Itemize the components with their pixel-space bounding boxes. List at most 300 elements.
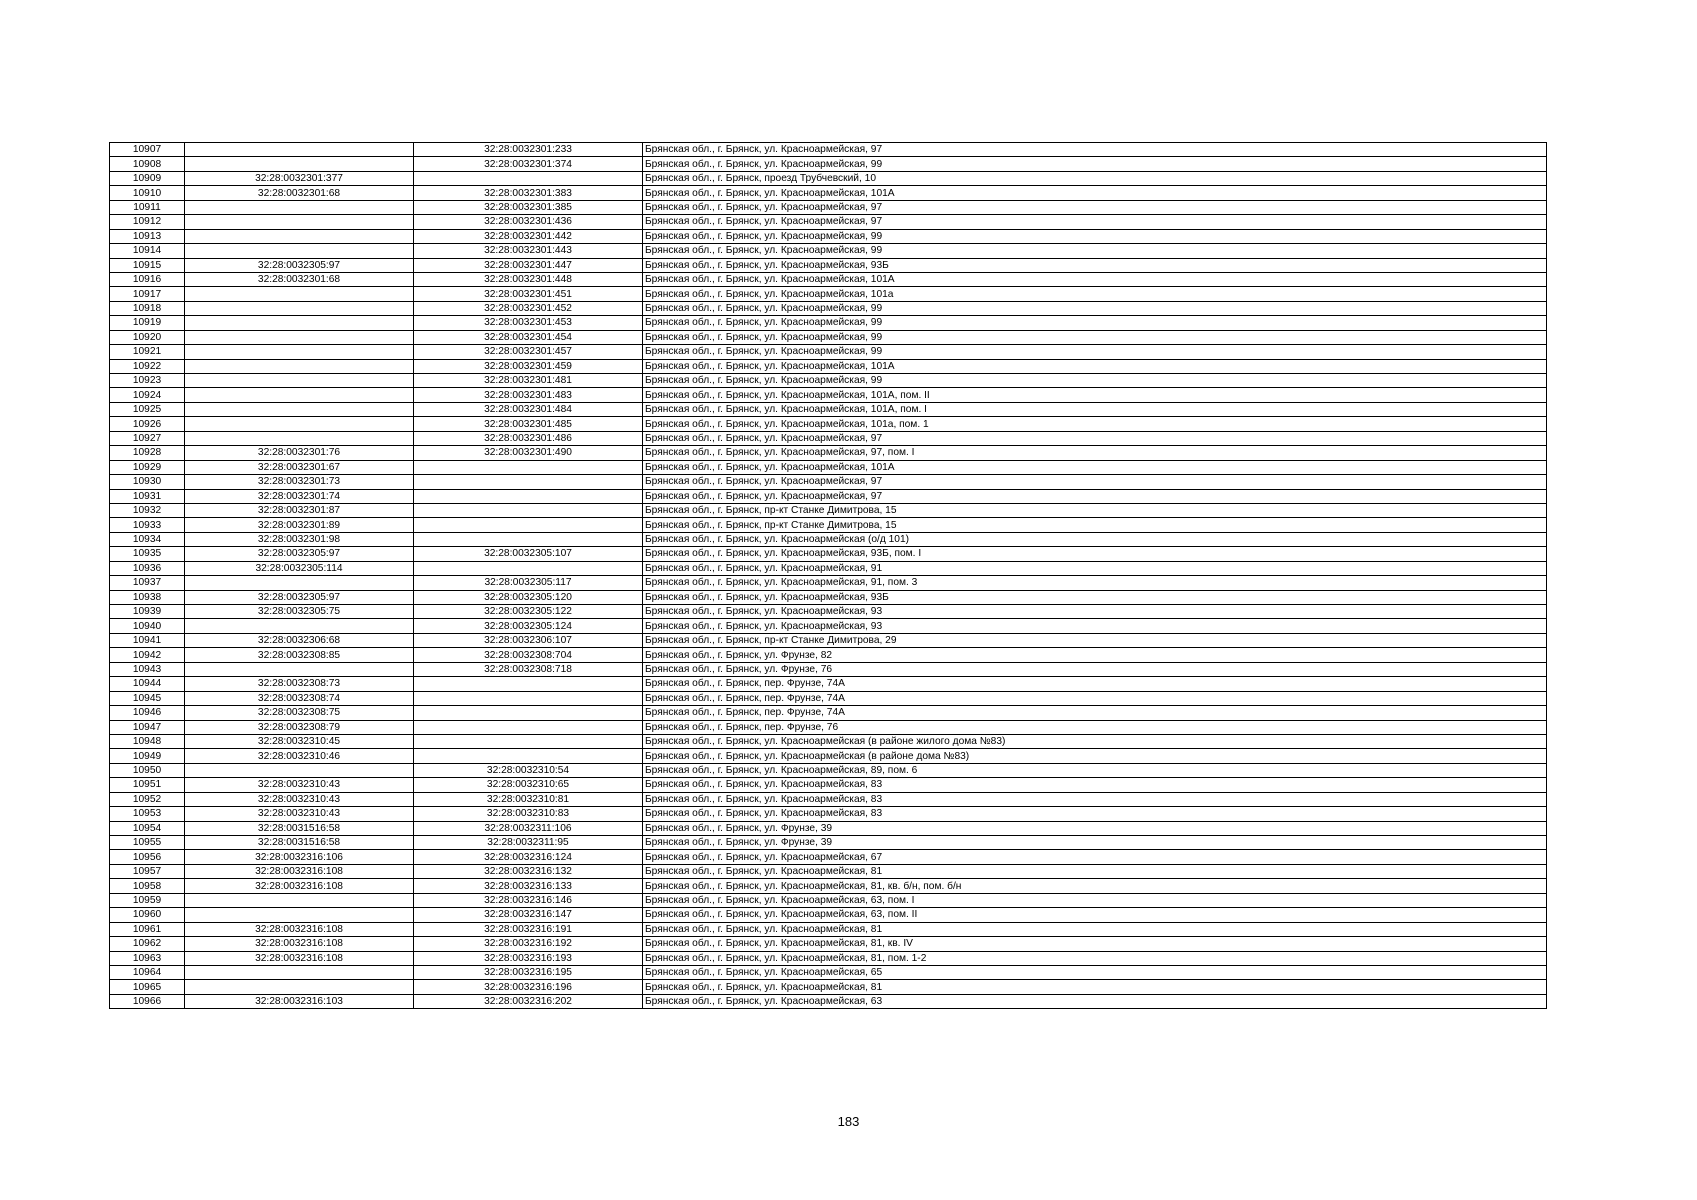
address-cell: Брянская обл., г. Брянск, ул. Красноармейская, 99 [643,244,1547,258]
address-cell: Брянская обл., г. Брянск, ул. Красноармейская, 101а [643,287,1547,301]
table-row [110,836,1547,850]
table-row [110,561,1547,575]
land-plot-cadastral-cell: 32:28:0032301:98 [185,532,414,546]
object-cadastral-cell: 32:28:0032305:107 [414,547,643,561]
land-plot-cadastral-cell [185,229,414,243]
land-plot-cadastral-cell: 32:28:0032305:75 [185,605,414,619]
address-cell: Брянская обл., г. Брянск, ул. Красноармейская, 91, пом. 3 [643,576,1547,590]
table-row [110,460,1547,474]
row-number-cell: 10953 [110,807,185,821]
land-plot-cadastral-cell: 32:28:0032316:108 [185,879,414,893]
row-number-cell: 10927 [110,431,185,445]
address-cell: Брянская обл., г. Брянск, ул. Красноармейская, 97 [643,200,1547,214]
land-plot-cadastral-cell: 32:28:0032308:74 [185,691,414,705]
table-row [110,244,1547,258]
row-number-cell: 10944 [110,677,185,691]
address-cell: Брянская обл., г. Брянск, ул. Красноармейская, 81 [643,922,1547,936]
row-number-cell: 10966 [110,994,185,1008]
row-number-cell: 10913 [110,229,185,243]
land-plot-cadastral-cell [185,965,414,979]
land-plot-cadastral-cell [185,200,414,214]
address-cell: Брянская обл., г. Брянск, ул. Красноармейская, 99 [643,345,1547,359]
table-row [110,980,1547,994]
address-cell: Брянская обл., г. Брянск, ул. Красноармейская, 81 [643,980,1547,994]
table-row [110,200,1547,214]
row-number-cell: 10949 [110,749,185,763]
table-row [110,186,1547,200]
object-cadastral-cell: 32:28:0032301:486 [414,431,643,445]
row-number-cell: 10954 [110,821,185,835]
row-number-cell: 10930 [110,475,185,489]
land-plot-cadastral-cell: 32:28:0032308:79 [185,720,414,734]
object-cadastral-cell: 32:28:0032301:483 [414,388,643,402]
object-cadastral-cell: 32:28:0032301:233 [414,143,643,157]
object-cadastral-cell [414,561,643,575]
object-cadastral-cell: 32:28:0032316:146 [414,893,643,907]
table-row [110,431,1547,445]
object-cadastral-cell: 32:28:0032308:718 [414,662,643,676]
table-row [110,446,1547,460]
row-number-cell: 10951 [110,778,185,792]
row-number-cell: 10914 [110,244,185,258]
address-cell: Брянская обл., г. Брянск, ул. Красноармейская, 99 [643,316,1547,330]
address-cell: Брянская обл., г. Брянск, пер. Фрунзе, 74А [643,706,1547,720]
land-plot-cadastral-cell: 32:28:0032306:68 [185,633,414,647]
object-cadastral-cell: 32:28:0032311:106 [414,821,643,835]
land-plot-cadastral-cell: 32:28:0032301:67 [185,460,414,474]
page-number: 183 [837,1114,860,1129]
row-number-cell: 10918 [110,301,185,315]
address-cell: Брянская обл., г. Брянск, ул. Красноармейская, 97 [643,489,1547,503]
object-cadastral-cell: 32:28:0032305:122 [414,605,643,619]
row-number-cell: 10915 [110,258,185,272]
object-cadastral-cell: 32:28:0032310:81 [414,792,643,806]
row-number-cell: 10956 [110,850,185,864]
row-number-cell: 10940 [110,619,185,633]
object-cadastral-cell: 32:28:0032301:436 [414,215,643,229]
row-number-cell: 10933 [110,518,185,532]
address-cell: Брянская обл., г. Брянск, пер. Фрунзе, 74А [643,691,1547,705]
land-plot-cadastral-cell [185,215,414,229]
row-number-cell: 10932 [110,503,185,517]
address-cell: Брянская обл., г. Брянск, ул. Красноармейская, 101А [643,359,1547,373]
object-cadastral-cell [414,460,643,474]
object-cadastral-cell [414,691,643,705]
table-row [110,489,1547,503]
object-cadastral-cell: 32:28:0032306:107 [414,633,643,647]
table-row [110,807,1547,821]
land-plot-cadastral-cell [185,388,414,402]
address-cell: Брянская обл., г. Брянск, ул. Красноармейская, 93 [643,619,1547,633]
object-cadastral-cell: 32:28:0032301:447 [414,258,643,272]
address-cell: Брянская обл., г. Брянск, ул. Красноармейская, 81 [643,864,1547,878]
row-number-cell: 10963 [110,951,185,965]
row-number-cell: 10959 [110,893,185,907]
land-plot-cadastral-cell [185,893,414,907]
land-plot-cadastral-cell: 32:28:0032308:73 [185,677,414,691]
land-plot-cadastral-cell [185,431,414,445]
land-plot-cadastral-cell: 32:28:0032301:76 [185,446,414,460]
row-number-cell: 10957 [110,864,185,878]
table-row [110,171,1547,185]
object-cadastral-cell [414,749,643,763]
table-row [110,402,1547,416]
land-plot-cadastral-cell: 32:28:0032310:45 [185,734,414,748]
table-row [110,157,1547,171]
address-cell: Брянская обл., г. Брянск, ул. Красноармейская (в районе жилого дома №83) [643,734,1547,748]
land-plot-cadastral-cell: 32:28:0032310:43 [185,807,414,821]
address-cell: Брянская обл., г. Брянск, проезд Трубчевский, 10 [643,171,1547,185]
table-row [110,778,1547,792]
object-cadastral-cell: 32:28:0032310:54 [414,763,643,777]
row-number-cell: 10912 [110,215,185,229]
row-number-cell: 10958 [110,879,185,893]
object-cadastral-cell: 32:28:0032316:193 [414,951,643,965]
table-row [110,359,1547,373]
table-row [110,605,1547,619]
object-cadastral-cell: 32:28:0032301:383 [414,186,643,200]
address-cell: Брянская обл., г. Брянск, ул. Красноармейская, 97 [643,431,1547,445]
table-row [110,691,1547,705]
land-plot-cadastral-cell [185,417,414,431]
table-row [110,287,1547,301]
land-plot-cadastral-cell: 32:28:0032305:97 [185,547,414,561]
address-cell: Брянская обл., г. Брянск, ул. Красноармейская, 101А [643,460,1547,474]
address-cell: Брянская обл., г. Брянск, ул. Красноармейская, 63, пом. II [643,908,1547,922]
address-cell: Брянская обл., г. Брянск, ул. Красноармейская, 101А [643,186,1547,200]
object-cadastral-cell: 32:28:0032311:95 [414,836,643,850]
land-plot-cadastral-cell: 32:28:0032301:74 [185,489,414,503]
row-number-cell: 10945 [110,691,185,705]
address-cell: Брянская обл., г. Брянск, ул. Красноармейская, 93Б [643,590,1547,604]
land-plot-cadastral-cell [185,330,414,344]
object-cadastral-cell [414,503,643,517]
object-cadastral-cell: 32:28:0032301:490 [414,446,643,460]
table-row [110,388,1547,402]
object-cadastral-cell: 32:28:0032301:457 [414,345,643,359]
land-plot-cadastral-cell: 32:28:0032301:73 [185,475,414,489]
land-plot-cadastral-cell [185,576,414,590]
table-row [110,706,1547,720]
row-number-cell: 10910 [110,186,185,200]
object-cadastral-cell: 32:28:0032301:442 [414,229,643,243]
address-cell: Брянская обл., г. Брянск, ул. Красноармейская, 83 [643,807,1547,821]
object-cadastral-cell: 32:28:0032316:147 [414,908,643,922]
address-cell: Брянская обл., г. Брянск, ул. Красноармейская, 101А, пом. II [643,388,1547,402]
table-row [110,301,1547,315]
table-row [110,648,1547,662]
address-cell: Брянская обл., г. Брянск, ул. Красноармейская, 101А [643,272,1547,286]
address-cell: Брянская обл., г. Брянск, ул. Красноармейская, 93Б, пом. I [643,547,1547,561]
row-number-cell: 10931 [110,489,185,503]
address-cell: Брянская обл., г. Брянск, ул. Фрунзе, 82 [643,648,1547,662]
address-cell: Брянская обл., г. Брянск, ул. Красноармейская, 67 [643,850,1547,864]
address-cell: Брянская обл., г. Брянск, ул. Красноармейская, 93Б [643,258,1547,272]
row-number-cell: 10960 [110,908,185,922]
land-plot-cadastral-cell: 32:28:0032305:114 [185,561,414,575]
object-cadastral-cell [414,171,643,185]
registry-table-body [110,143,1547,1009]
object-cadastral-cell: 32:28:0032310:83 [414,807,643,821]
row-number-cell: 10923 [110,374,185,388]
land-plot-cadastral-cell: 32:28:0032305:97 [185,258,414,272]
address-cell: Брянская обл., г. Брянск, пр-кт Станке Димитрова, 15 [643,503,1547,517]
row-number-cell: 10929 [110,460,185,474]
object-cadastral-cell [414,734,643,748]
address-cell: Брянская обл., г. Брянск, ул. Красноармейская, 91 [643,561,1547,575]
table-row [110,143,1547,157]
address-cell: Брянская обл., г. Брянск, ул. Красноармейская, 97 [643,475,1547,489]
table-row [110,908,1547,922]
object-cadastral-cell: 32:28:0032301:374 [414,157,643,171]
land-plot-cadastral-cell: 32:28:0031516:58 [185,836,414,850]
land-plot-cadastral-cell: 32:28:0032316:103 [185,994,414,1008]
land-plot-cadastral-cell: 32:28:0032316:108 [185,864,414,878]
table-row [110,215,1547,229]
address-cell: Брянская обл., г. Брянск, пр-кт Станке Димитрова, 15 [643,518,1547,532]
land-plot-cadastral-cell: 32:28:0032301:377 [185,171,414,185]
land-plot-cadastral-cell: 32:28:0032308:85 [185,648,414,662]
land-plot-cadastral-cell [185,908,414,922]
row-number-cell: 10934 [110,532,185,546]
row-number-cell: 10943 [110,662,185,676]
land-plot-cadastral-cell [185,662,414,676]
object-cadastral-cell [414,489,643,503]
table-row [110,619,1547,633]
table-row [110,937,1547,951]
address-cell: Брянская обл., г. Брянск, пер. Фрунзе, 74А [643,677,1547,691]
row-number-cell: 10925 [110,402,185,416]
table-row [110,734,1547,748]
address-cell: Брянская обл., г. Брянск, ул. Красноармейская, 99 [643,229,1547,243]
object-cadastral-cell: 32:28:0032308:704 [414,648,643,662]
table-row [110,951,1547,965]
object-cadastral-cell [414,706,643,720]
row-number-cell: 10935 [110,547,185,561]
row-number-cell: 10946 [110,706,185,720]
object-cadastral-cell: 32:28:0032316:196 [414,980,643,994]
row-number-cell: 10922 [110,359,185,373]
row-number-cell: 10908 [110,157,185,171]
object-cadastral-cell [414,677,643,691]
table-row [110,475,1547,489]
table-row [110,547,1547,561]
object-cadastral-cell: 32:28:0032301:452 [414,301,643,315]
address-cell: Брянская обл., г. Брянск, ул. Красноармейская, 89, пом. 6 [643,763,1547,777]
address-cell: Брянская обл., г. Брянск, ул. Красноармейская, 97 [643,143,1547,157]
address-cell: Брянская обл., г. Брянск, ул. Красноармейская, 65 [643,965,1547,979]
table-row [110,965,1547,979]
row-number-cell: 10941 [110,633,185,647]
land-plot-cadastral-cell: 32:28:0032301:68 [185,186,414,200]
object-cadastral-cell: 32:28:0032301:484 [414,402,643,416]
land-plot-cadastral-cell [185,374,414,388]
row-number-cell: 10965 [110,980,185,994]
table-row [110,662,1547,676]
object-cadastral-cell: 32:28:0032305:117 [414,576,643,590]
land-plot-cadastral-cell [185,345,414,359]
address-cell: Брянская обл., г. Брянск, ул. Красноармейская, 81, кв. б/н, пом. б/н [643,879,1547,893]
address-cell: Брянская обл., г. Брянск, ул. Красноармейская, 83 [643,778,1547,792]
land-plot-cadastral-cell [185,402,414,416]
row-number-cell: 10938 [110,590,185,604]
object-cadastral-cell: 32:28:0032316:195 [414,965,643,979]
table-row [110,272,1547,286]
land-plot-cadastral-cell: 32:28:0032301:68 [185,272,414,286]
land-plot-cadastral-cell: 32:28:0032305:97 [185,590,414,604]
table-row [110,576,1547,590]
address-cell: Брянская обл., г. Брянск, ул. Фрунзе, 39 [643,821,1547,835]
land-plot-cadastral-cell: 32:28:0032316:108 [185,922,414,936]
address-cell: Брянская обл., г. Брянск, ул. Красноармейская, 81, кв. IV [643,937,1547,951]
row-number-cell: 10950 [110,763,185,777]
object-cadastral-cell: 32:28:0032305:120 [414,590,643,604]
table-row [110,879,1547,893]
row-number-cell: 10937 [110,576,185,590]
row-number-cell: 10928 [110,446,185,460]
row-number-cell: 10909 [110,171,185,185]
address-cell: Брянская обл., г. Брянск, пер. Фрунзе, 76 [643,720,1547,734]
table-row [110,720,1547,734]
table-row [110,316,1547,330]
table-row [110,749,1547,763]
land-plot-cadastral-cell [185,980,414,994]
table-row [110,792,1547,806]
address-cell: Брянская обл., г. Брянск, ул. Красноармейская, 101А, пом. I [643,402,1547,416]
object-cadastral-cell [414,518,643,532]
object-cadastral-cell: 32:28:0032316:132 [414,864,643,878]
land-plot-cadastral-cell: 32:28:0032316:108 [185,951,414,965]
object-cadastral-cell: 32:28:0032301:481 [414,374,643,388]
land-plot-cadastral-cell [185,157,414,171]
table-row [110,417,1547,431]
land-plot-cadastral-cell [185,316,414,330]
object-cadastral-cell: 32:28:0032316:133 [414,879,643,893]
row-number-cell: 10952 [110,792,185,806]
table-row [110,893,1547,907]
land-plot-cadastral-cell [185,763,414,777]
table-row [110,677,1547,691]
row-number-cell: 10964 [110,965,185,979]
land-plot-cadastral-cell [185,143,414,157]
land-plot-cadastral-cell [185,359,414,373]
row-number-cell: 10924 [110,388,185,402]
object-cadastral-cell: 32:28:0032305:124 [414,619,643,633]
object-cadastral-cell: 32:28:0032301:485 [414,417,643,431]
address-cell: Брянская обл., г. Брянск, ул. Красноармейская, 97, пом. I [643,446,1547,460]
address-cell: Брянская обл., г. Брянск, ул. Красноармейская, 99 [643,330,1547,344]
land-plot-cadastral-cell: 32:28:0032316:108 [185,937,414,951]
table-row [110,850,1547,864]
row-number-cell: 10911 [110,200,185,214]
table-row [110,994,1547,1008]
row-number-cell: 10920 [110,330,185,344]
table-row [110,503,1547,517]
row-number-cell: 10947 [110,720,185,734]
address-cell: Брянская обл., г. Брянск, ул. Красноармейская (о/д 101) [643,532,1547,546]
address-cell: Брянская обл., г. Брянск, ул. Красноармейская, 97 [643,215,1547,229]
land-plot-cadastral-cell: 32:28:0032310:43 [185,792,414,806]
object-cadastral-cell: 32:28:0032301:454 [414,330,643,344]
table-row [110,345,1547,359]
address-cell: Брянская обл., г. Брянск, ул. Красноармейская, 83 [643,792,1547,806]
land-plot-cadastral-cell: 32:28:0032301:87 [185,503,414,517]
land-plot-cadastral-cell [185,287,414,301]
object-cadastral-cell [414,720,643,734]
land-plot-cadastral-cell: 32:28:0032310:43 [185,778,414,792]
land-plot-cadastral-cell: 32:28:0032310:46 [185,749,414,763]
object-cadastral-cell: 32:28:0032301:459 [414,359,643,373]
address-cell: Брянская обл., г. Брянск, ул. Красноармейская, 63 [643,994,1547,1008]
address-cell: Брянская обл., г. Брянск, ул. Красноармейская (в районе дома №83) [643,749,1547,763]
row-number-cell: 10916 [110,272,185,286]
row-number-cell: 10921 [110,345,185,359]
address-cell: Брянская обл., г. Брянск, ул. Красноармейская, 63, пом. I [643,893,1547,907]
object-cadastral-cell [414,532,643,546]
object-cadastral-cell: 32:28:0032316:192 [414,937,643,951]
row-number-cell: 10936 [110,561,185,575]
land-plot-cadastral-cell: 32:28:0031516:58 [185,821,414,835]
object-cadastral-cell: 32:28:0032301:453 [414,316,643,330]
row-number-cell: 10961 [110,922,185,936]
row-number-cell: 10907 [110,143,185,157]
object-cadastral-cell: 32:28:0032301:451 [414,287,643,301]
land-plot-cadastral-cell [185,244,414,258]
row-number-cell: 10948 [110,734,185,748]
address-cell: Брянская обл., г. Брянск, ул. Красноармейская, 93 [643,605,1547,619]
table-row [110,532,1547,546]
object-cadastral-cell: 32:28:0032316:191 [414,922,643,936]
table-row [110,330,1547,344]
object-cadastral-cell: 32:28:0032316:124 [414,850,643,864]
address-cell: Брянская обл., г. Брянск, ул. Красноармейская, 101а, пом. 1 [643,417,1547,431]
object-cadastral-cell [414,475,643,489]
address-cell: Брянская обл., г. Брянск, ул. Красноармейская, 99 [643,157,1547,171]
row-number-cell: 10962 [110,937,185,951]
registry-table [109,142,1547,1009]
table-row [110,258,1547,272]
table-row [110,229,1547,243]
table-row [110,864,1547,878]
object-cadastral-cell: 32:28:0032301:385 [414,200,643,214]
row-number-cell: 10926 [110,417,185,431]
table-row [110,590,1547,604]
address-cell: Брянская обл., г. Брянск, ул. Красноармейская, 81, пом. 1-2 [643,951,1547,965]
table-row [110,518,1547,532]
table-row [110,374,1547,388]
object-cadastral-cell: 32:28:0032310:65 [414,778,643,792]
row-number-cell: 10942 [110,648,185,662]
address-cell: Брянская обл., г. Брянск, пр-кт Станке Димитрова, 29 [643,633,1547,647]
address-cell: Брянская обл., г. Брянск, ул. Фрунзе, 76 [643,662,1547,676]
table-row [110,922,1547,936]
object-cadastral-cell: 32:28:0032301:443 [414,244,643,258]
table-row [110,821,1547,835]
object-cadastral-cell: 32:28:0032301:448 [414,272,643,286]
row-number-cell: 10917 [110,287,185,301]
land-plot-cadastral-cell: 32:28:0032308:75 [185,706,414,720]
object-cadastral-cell: 32:28:0032316:202 [414,994,643,1008]
row-number-cell: 10939 [110,605,185,619]
address-cell: Брянская обл., г. Брянск, ул. Красноармейская, 99 [643,374,1547,388]
land-plot-cadastral-cell: 32:28:0032316:106 [185,850,414,864]
land-plot-cadastral-cell [185,301,414,315]
address-cell: Брянская обл., г. Брянск, ул. Красноармейская, 99 [643,301,1547,315]
row-number-cell: 10919 [110,316,185,330]
land-plot-cadastral-cell [185,619,414,633]
table-row [110,763,1547,777]
row-number-cell: 10955 [110,836,185,850]
